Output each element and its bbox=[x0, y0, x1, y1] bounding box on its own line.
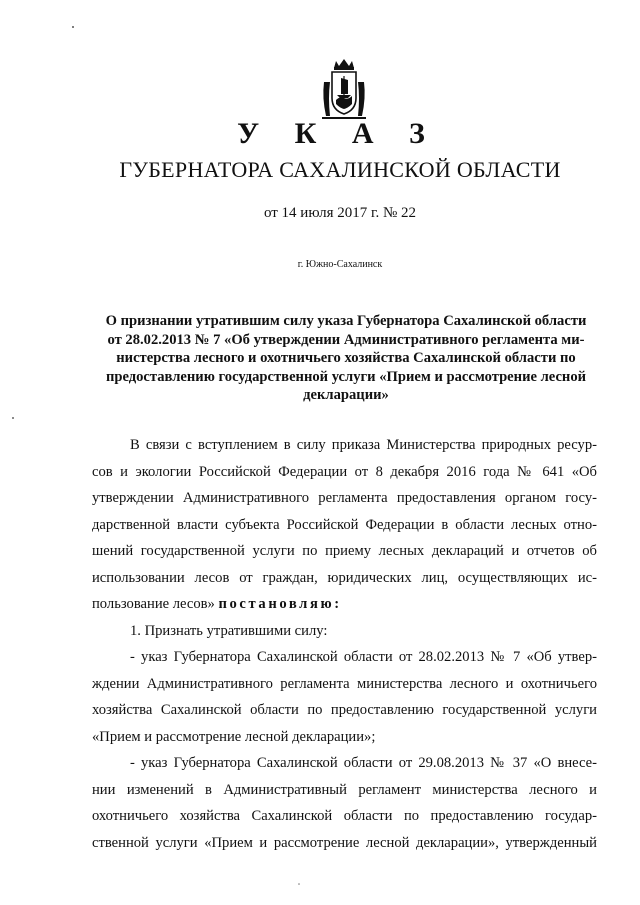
coat-of-arms-icon bbox=[318, 58, 370, 122]
subject-line: О признании утратившим силу указа Губернатора Сахалинской области bbox=[105, 313, 587, 329]
body-line: использовании лесов от граждан, юридических лиц, осуществляющих ис- bbox=[92, 569, 597, 586]
subject-line: декларации» bbox=[303, 387, 389, 403]
decree-city: г. Южно-Сахалинск bbox=[297, 259, 383, 270]
body-line: «Прием и рассмотрение лесной декларации»; bbox=[92, 728, 376, 745]
body-line: утверждении Административного регламента предоставления органом госу- bbox=[92, 490, 597, 506]
body-line: шений государственной услуги по приему лесных деклараций и отчетов об bbox=[92, 543, 597, 559]
decree-body bbox=[92, 432, 597, 856]
body-line: - указ Губернатора Сахалинской области от 29.08.2013 № 37 «О внесе- bbox=[130, 755, 597, 771]
body-line bbox=[92, 591, 597, 618]
body-text: пользование лесов» bbox=[92, 596, 215, 612]
issuer-title: ГУБЕРНАТОРА САХАЛИНСКОЙ ОБЛАСТИ bbox=[119, 157, 561, 182]
subject-line: от 28.02.2013 № 7 «Об утверждении Административного регламента ми- bbox=[107, 331, 585, 348]
body-line: сов и экологии Российской Федерации от 8 декабря 2016 года № 641 «Об bbox=[92, 463, 597, 480]
decree-date-number: от 14 июля 2017 г. № 22 bbox=[263, 205, 417, 221]
body-line: ждении Административного регламента министерства лесного и охотничьего bbox=[92, 675, 597, 692]
body-line: хозяйства Сахалинской области по предоставлению государственной услуги bbox=[92, 702, 597, 718]
body-line: 1. Признать утратившими силу: bbox=[130, 622, 328, 639]
subject-line: предоставлению государственной услуги «Прием и рассмотрение лесной bbox=[105, 368, 587, 385]
body-line: - указ Губернатора Сахалинской области от 28.02.2013 № 7 «Об утвер- bbox=[130, 649, 597, 665]
body-line: охотничьего хозяйства Сахалинской области по предоставлению государ- bbox=[92, 808, 597, 824]
decree-title: У К А З bbox=[237, 117, 439, 150]
body-line: В связи с вступлением в силу приказа Министерства природных ресур- bbox=[130, 437, 597, 453]
decree-subject bbox=[92, 312, 600, 405]
body-line: дарственной власти субъекта Российской Федерации в области лесных отно- bbox=[92, 516, 597, 533]
body-line: ственной услуги «Прием и рассмотрение лесной декларации», утвержденный bbox=[92, 834, 597, 851]
subject-line: нистерства лесного и охотничьего хозяйства Сахалинской области по bbox=[116, 350, 576, 366]
body-line: нии изменений в Административный регламент министерства лесного и bbox=[92, 781, 597, 798]
decree-resolution: постановляю: bbox=[218, 596, 342, 612]
